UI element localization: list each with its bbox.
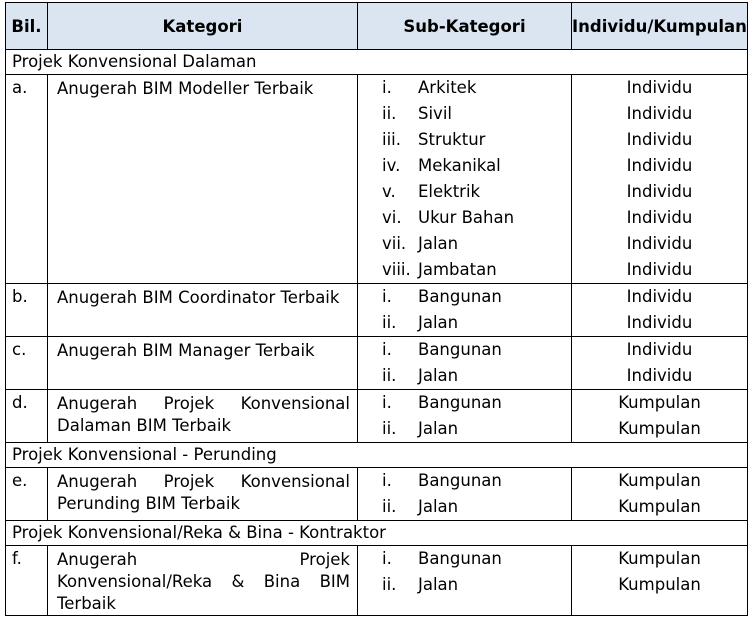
sub-kategori-item [382, 390, 571, 416]
header-kategori: Kategori [48, 3, 358, 50]
sub-kategori-label: Bangunan [418, 287, 502, 306]
participation-type: Kumpulan [618, 497, 701, 516]
kategori-cell: Anugerah Projek Konvensional Dalaman BIM Terbaik [48, 390, 358, 443]
roman-numeral: ii. [382, 575, 397, 594]
sub-kategori-item [382, 310, 571, 336]
sub-kategori-label: Bangunan [418, 549, 502, 568]
sub-kategori-label: Ukur Bahan [418, 208, 515, 227]
bil-cell: e. [6, 468, 48, 521]
sub-kategori-item [382, 153, 571, 179]
table-body [6, 50, 748, 616]
bil-cell: d. [6, 390, 48, 443]
roman-numeral: i. [382, 393, 392, 412]
award-categories-table [5, 2, 748, 616]
individu-kumpulan-cell [572, 468, 748, 521]
individu-kumpulan-cell [572, 284, 748, 337]
sub-kategori-item [382, 546, 571, 572]
sub-kategori-item [382, 416, 571, 442]
individu-kumpulan-cell [572, 337, 748, 390]
sub-kategori-label: Bangunan [418, 393, 502, 412]
sub-kategori-item [382, 179, 571, 205]
roman-numeral: viii. [382, 260, 411, 279]
roman-numeral: i. [382, 287, 392, 306]
sub-kategori-label: Struktur [418, 130, 486, 149]
section-title: Projek Konvensional/Reka & Bina - Kontraktor [6, 521, 748, 546]
participation-type: Kumpulan [618, 419, 701, 438]
participation-type: Kumpulan [618, 575, 701, 594]
section-title: Projek Konvensional - Perunding [6, 443, 748, 468]
sub-kategori-label: Jalan [418, 313, 459, 332]
participation-type: Individu [626, 313, 693, 332]
section-title: Projek Konvensional Dalaman [6, 50, 748, 75]
sub-kategori-cell [358, 390, 572, 443]
sub-kategori-item [382, 205, 571, 231]
roman-numeral: ii. [382, 366, 397, 385]
participation-type: Individu [626, 130, 693, 149]
sub-kategori-item [382, 231, 571, 257]
participation-type: Individu [626, 366, 693, 385]
participation-type: Kumpulan [618, 471, 701, 490]
roman-numeral: iv. [382, 156, 401, 175]
table-row [6, 390, 748, 443]
participation-type: Kumpulan [618, 549, 701, 568]
roman-numeral: vi. [382, 208, 402, 227]
sub-kategori-label: Jalan [418, 575, 459, 594]
participation-type: Individu [626, 156, 693, 175]
sub-kategori-item [382, 494, 571, 520]
participation-type: Individu [626, 208, 693, 227]
header-individu-kumpulan: Individu/Kumpulan [572, 3, 748, 50]
table-row [6, 284, 748, 337]
sub-kategori-item [382, 468, 571, 494]
sub-kategori-item [382, 572, 571, 598]
kategori-cell: Anugerah BIM Modeller Terbaik [48, 75, 358, 284]
kategori-cell: Anugerah BIM Manager Terbaik [48, 337, 358, 390]
roman-numeral: i. [382, 78, 392, 97]
sub-kategori-cell [358, 284, 572, 337]
sub-kategori-item [382, 127, 571, 153]
sub-kategori-item [382, 75, 571, 101]
roman-numeral: iii. [382, 130, 401, 149]
participation-type: Kumpulan [618, 393, 701, 412]
kategori-cell: Anugerah Projek Konvensional Perunding BIM Terbaik [48, 468, 358, 521]
sub-kategori-cell [358, 468, 572, 521]
section-row [6, 443, 748, 468]
sub-kategori-label: Arkitek [418, 78, 477, 97]
sub-kategori-item [382, 337, 571, 363]
bil-cell: a. [6, 75, 48, 284]
roman-numeral: ii. [382, 104, 397, 123]
sub-kategori-label: Bangunan [418, 340, 502, 359]
sub-kategori-label: Jalan [418, 497, 459, 516]
roman-numeral: ii. [382, 419, 397, 438]
sub-kategori-cell [358, 546, 572, 616]
header-sub-kategori: Sub-Kategori [358, 3, 572, 50]
table-row [6, 337, 748, 390]
bil-cell: b. [6, 284, 48, 337]
sub-kategori-label: Elektrik [418, 182, 481, 201]
roman-numeral: v. [382, 182, 396, 201]
table-row [6, 75, 748, 284]
kategori-cell: Anugerah Projek Konvensional/Reka & Bina BIM Terbaik [48, 546, 358, 616]
participation-type: Individu [626, 287, 693, 306]
individu-kumpulan-cell [572, 546, 748, 616]
section-row [6, 521, 748, 546]
table-row [6, 468, 748, 521]
participation-type: Individu [626, 182, 693, 201]
sub-kategori-item [382, 257, 571, 283]
roman-numeral: ii. [382, 497, 397, 516]
sub-kategori-label: Jalan [418, 234, 459, 253]
individu-kumpulan-cell [572, 390, 748, 443]
sub-kategori-label: Bangunan [418, 471, 502, 490]
roman-numeral: i. [382, 340, 392, 359]
sub-kategori-item [382, 284, 571, 310]
participation-type: Individu [626, 78, 693, 97]
table-row [6, 546, 748, 616]
participation-type: Individu [626, 260, 693, 279]
sub-kategori-cell [358, 337, 572, 390]
sub-kategori-label: Jalan [418, 366, 459, 385]
roman-numeral: i. [382, 549, 392, 568]
sub-kategori-label: Sivil [418, 104, 452, 123]
sub-kategori-label: Mekanikal [418, 156, 501, 175]
roman-numeral: ii. [382, 313, 397, 332]
participation-type: Individu [626, 234, 693, 253]
sub-kategori-cell [358, 75, 572, 284]
individu-kumpulan-cell [572, 75, 748, 284]
header-bil: Bil. [6, 3, 48, 50]
sub-kategori-item [382, 363, 571, 389]
bil-cell: c. [6, 337, 48, 390]
roman-numeral: i. [382, 471, 392, 490]
kategori-cell: Anugerah BIM Coordinator Terbaik [48, 284, 358, 337]
sub-kategori-item [382, 101, 571, 127]
participation-type: Individu [626, 340, 693, 359]
sub-kategori-label: Jalan [418, 419, 459, 438]
sub-kategori-label: Jambatan [418, 260, 497, 279]
header-row [6, 3, 748, 50]
section-row [6, 50, 748, 75]
participation-type: Individu [626, 104, 693, 123]
roman-numeral: vii. [382, 234, 407, 253]
bil-cell: f. [6, 546, 48, 616]
